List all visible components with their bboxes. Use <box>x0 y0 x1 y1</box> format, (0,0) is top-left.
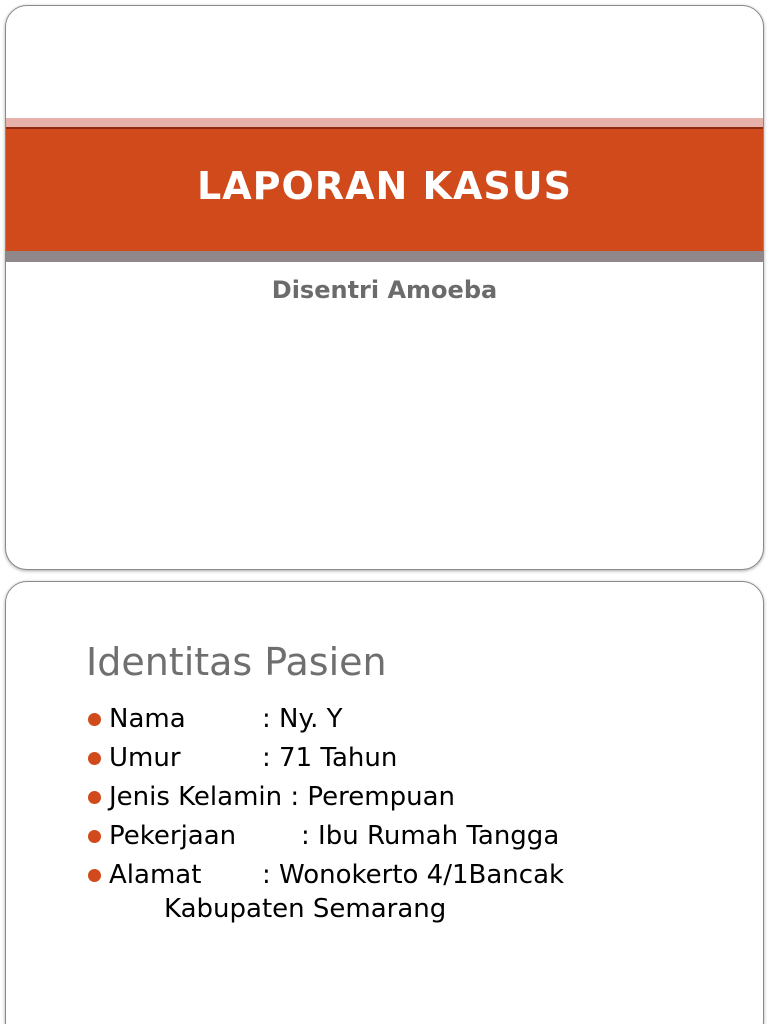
bullet-icon <box>88 869 101 882</box>
list-item-nama <box>86 702 564 736</box>
bullet-icon <box>88 791 101 804</box>
bullet-icon <box>88 830 101 843</box>
patient-identity-list <box>86 702 564 931</box>
field-label: Nama <box>109 704 186 734</box>
slide-subtitle: Disentri Amoeba <box>271 276 498 304</box>
bullet-icon <box>88 713 101 726</box>
list-item-alamat <box>86 858 564 926</box>
accent-stripe-bottom <box>6 251 763 262</box>
slide-heading: Identitas Pasien <box>86 640 387 684</box>
field-value-continuation: Kabupaten Semarang <box>164 894 447 924</box>
slide-title: LAPORAN KASUS <box>197 164 572 208</box>
accent-stripe-top <box>6 118 763 127</box>
field-label: Alamat <box>109 860 202 890</box>
field-value: : Ibu Rumah Tangga <box>301 821 560 851</box>
content-slide[interactable] <box>5 581 764 1024</box>
list-item-jenis-kelamin <box>86 780 564 814</box>
field-value: : Ny. Y <box>262 704 343 734</box>
field-value: : 71 Tahun <box>262 743 398 773</box>
list-item-umur <box>86 741 564 775</box>
bullet-icon <box>88 752 101 765</box>
title-slide[interactable] <box>5 5 764 570</box>
list-item-pekerjaan <box>86 819 564 853</box>
field-value: : Wonokerto 4/1Bancak <box>262 860 565 890</box>
field-label: Pekerjaan <box>109 821 237 851</box>
field-label: Umur <box>109 743 181 773</box>
field-value: : Perempuan <box>282 782 455 812</box>
title-banner <box>6 127 763 253</box>
field-label: Jenis Kelamin <box>109 782 283 812</box>
